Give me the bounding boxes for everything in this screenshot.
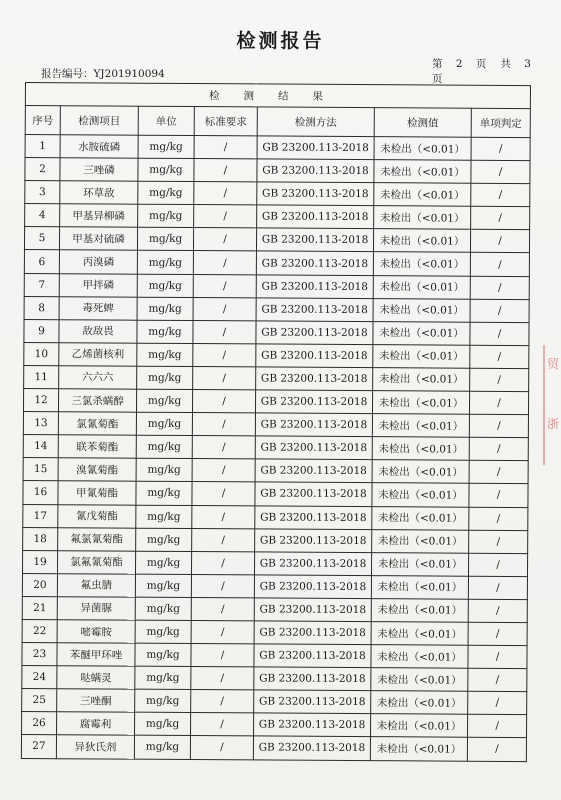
standard-requirement: / [191,620,254,643]
test-item: 六六六 [59,366,137,390]
test-method: GB 23200.113-2018 [256,228,373,252]
test-method: GB 23200.113-2018 [257,136,374,160]
test-method: GB 23200.113-2018 [254,598,371,622]
row-index: 6 [24,250,59,273]
test-method: GB 23200.113-2018 [256,367,373,391]
results-table [21,82,531,762]
test-value: 未检出（<0.01） [374,160,471,184]
test-value: 未检出（<0.01） [372,483,469,507]
table-row [22,666,527,692]
results-band-header: 检测结果 [25,83,530,109]
standard-requirement: / [192,459,255,482]
standard-requirement: / [194,136,257,159]
judgement: / [469,414,528,437]
row-index: 21 [22,596,57,619]
row-index: 5 [24,227,59,250]
test-method: GB 23200.113-2018 [255,436,372,460]
test-method: GB 23200.113-2018 [254,575,371,599]
unit: mg/kg [137,274,193,297]
test-value: 未检出（<0.01） [373,229,470,253]
test-item: 毒死蜱 [59,296,137,320]
test-item: 氰戊菊酯 [58,504,136,528]
row-index: 20 [22,573,57,596]
standard-requirement: / [191,690,254,713]
judgement: / [469,530,528,553]
test-value: 未检出（<0.01） [371,552,468,576]
judgement: / [469,437,528,460]
table-row [22,550,527,576]
test-value: 未检出（<0.01） [372,437,469,461]
standard-requirement: / [192,390,255,413]
judgement: / [468,599,527,622]
test-item: 甲基对硫磷 [59,227,137,251]
row-index: 4 [25,204,60,227]
test-item: 溴氰菊酯 [58,458,136,482]
standard-requirement: / [193,228,256,251]
standard-requirement: / [191,667,254,690]
table-row [25,135,530,161]
row-index: 10 [24,342,59,365]
judgement: / [469,461,528,484]
unit: mg/kg [138,135,194,158]
unit: mg/kg [137,297,193,320]
row-index: 15 [23,458,58,481]
table-row [25,181,530,207]
table-row [23,504,528,530]
table-row [22,573,527,599]
unit: mg/kg [135,551,191,574]
test-method: GB 23200.113-2018 [254,552,371,576]
judgement: / [468,668,527,691]
test-method: GB 23200.113-2018 [255,390,372,414]
row-index: 7 [24,273,59,296]
page-title: 检测报告 [236,30,325,52]
standard-requirement: / [191,644,254,667]
table-row [23,412,528,438]
unit: mg/kg [136,412,192,435]
unit: mg/kg [137,228,193,251]
judgement: / [471,160,530,183]
standard-requirement: / [193,274,256,297]
standard-requirement: / [190,736,253,759]
test-item: 环草敌 [60,181,138,205]
seal-stamp [543,345,561,465]
unit: mg/kg [136,458,192,481]
table-row [24,319,529,345]
unit: mg/kg [137,320,193,343]
test-value: 未检出（<0.01） [372,414,469,438]
table-row [24,250,529,276]
test-method: GB 23200.113-2018 [256,251,373,275]
row-index: 16 [23,481,58,504]
standard-requirement: / [191,574,254,597]
standard-requirement: / [193,366,256,389]
judgement: / [471,207,530,230]
test-value: 未检出（<0.01） [371,622,468,646]
row-index: 18 [23,527,58,550]
report-number: 报告编号：YJ201910094 [41,68,165,80]
test-method: GB 23200.113-2018 [254,621,371,645]
test-item: 氟氯氰菊酯 [58,527,136,551]
col-method-header: 检测方法 [257,107,374,137]
unit: mg/kg [135,666,191,689]
test-value: 未检出（<0.01） [373,321,470,345]
unit: mg/kg [135,620,191,643]
test-method: GB 23200.113-2018 [256,298,373,322]
seal-char: 贸 [547,357,560,371]
test-item: 甲拌磷 [59,273,137,297]
judgement: / [467,738,526,761]
unit: mg/kg [135,713,191,736]
test-item: 氯氰菊酯 [58,412,136,436]
row-index: 27 [21,735,56,758]
unit: mg/kg [136,482,192,505]
test-item: 甲氰菊酯 [58,481,136,505]
table-row [23,527,528,553]
test-value: 未检出（<0.01） [374,137,471,161]
judgement: / [470,345,529,368]
judgement: / [469,484,528,507]
row-index: 26 [22,712,57,735]
test-item: 嘧霉胺 [57,620,135,644]
table-row [23,389,528,415]
table-row [22,689,527,715]
unit: mg/kg [137,366,193,389]
judgement: / [468,715,527,738]
test-item: 氯氟氰菊酯 [57,550,135,574]
row-index: 19 [22,550,57,573]
row-index: 2 [25,158,60,181]
test-value: 未检出（<0.01） [372,391,469,415]
test-item: 苯醚甲环唑 [57,643,135,667]
test-value: 未检出（<0.01） [371,645,468,669]
test-item: 异狄氏剂 [56,735,134,759]
test-value: 未检出（<0.01） [372,460,469,484]
standard-requirement: / [192,413,255,436]
row-index: 12 [23,389,58,412]
row-index: 8 [24,296,59,319]
standard-requirement: / [193,320,256,343]
table-row [24,365,529,391]
table-row [24,296,529,322]
unit: mg/kg [136,435,192,458]
test-method: GB 23200.113-2018 [257,205,374,229]
standard-requirement: / [192,505,255,528]
test-item: 联苯菊酯 [58,435,136,459]
test-value: 未检出（<0.01） [372,506,469,530]
test-method: GB 23200.113-2018 [254,644,371,668]
col-index-header: 序号 [25,106,60,135]
unit: mg/kg [135,574,191,597]
test-value: 未检出（<0.01） [373,298,470,322]
test-method: GB 23200.113-2018 [255,413,372,437]
table-row [24,342,529,368]
judgement: / [470,230,529,253]
test-item: 乙烯菌核利 [59,343,137,367]
test-value: 未检出（<0.01） [371,575,468,599]
test-method: GB 23200.113-2018 [256,274,373,298]
test-value: 未检出（<0.01） [371,714,468,738]
table-row [23,481,528,507]
standard-requirement: / [193,297,256,320]
row-index: 3 [25,181,60,204]
test-value: 未检出（<0.01） [373,275,470,299]
judgement: / [468,691,527,714]
judgement: / [469,391,528,414]
row-index: 25 [22,689,57,712]
row-index: 24 [22,666,57,689]
row-index: 13 [23,412,58,435]
standard-requirement: / [192,482,255,505]
row-index: 1 [25,135,60,158]
row-index: 11 [24,365,59,388]
table-row [23,458,528,484]
unit: mg/kg [137,343,193,366]
test-item: 三唑磷 [60,158,138,182]
col-unit-header: 单位 [138,106,194,135]
judgement: / [469,507,528,530]
standard-requirement: / [193,343,256,366]
table-row [22,596,527,622]
standard-requirement: / [191,713,254,736]
test-item: 异菌脲 [57,597,135,621]
judgement: / [470,299,529,322]
standard-requirement: / [194,205,257,228]
test-method: GB 23200.113-2018 [254,713,371,737]
judgement: / [471,183,530,206]
test-value: 未检出（<0.01） [372,529,469,553]
row-index: 22 [22,619,57,642]
table-row [24,227,529,253]
unit: mg/kg [136,389,192,412]
test-value: 未检出（<0.01） [374,206,471,230]
unit: mg/kg [136,528,192,551]
test-value: 未检出（<0.01） [371,691,468,715]
judgement: / [470,322,529,345]
standard-requirement: / [193,251,256,274]
table-row [24,273,529,299]
unit: mg/kg [138,181,194,204]
test-value: 未检出（<0.01） [371,599,468,623]
test-method: GB 23200.113-2018 [256,321,373,345]
test-method: GB 23200.113-2018 [253,736,370,760]
test-method: GB 23200.113-2018 [256,344,373,368]
table-row [22,712,527,738]
seal-char: 浙 [547,417,560,431]
row-index: 23 [22,643,57,666]
test-item: 水胺硫磷 [60,135,138,159]
test-value: 未检出（<0.01） [373,368,470,392]
standard-requirement: / [194,182,257,205]
unit: mg/kg [138,158,194,181]
unit: mg/kg [138,204,194,227]
test-method: GB 23200.113-2018 [255,459,372,483]
unit: mg/kg [135,689,191,712]
table-row [25,204,530,230]
unit: mg/kg [134,736,190,759]
test-value: 未检出（<0.01） [371,668,468,692]
judgement: / [470,368,529,391]
test-value: 未检出（<0.01） [373,252,470,276]
test-item: 哒螨灵 [57,666,135,690]
standard-requirement: / [192,528,255,551]
judgement: / [468,576,527,599]
test-item: 氟虫腈 [57,573,135,597]
judgement: / [468,553,527,576]
test-item: 丙溴磷 [59,250,137,274]
judgement: / [468,645,527,668]
standard-requirement: / [194,159,257,182]
test-method: GB 23200.113-2018 [255,482,372,506]
test-method: GB 23200.113-2018 [257,182,374,206]
test-method: GB 23200.113-2018 [257,159,374,183]
row-index: 17 [23,504,58,527]
unit: mg/kg [136,505,192,528]
table-row [22,619,527,645]
page-indicator [432,56,561,86]
col-judgement-header: 单项判定 [471,108,530,137]
test-method: GB 23200.113-2018 [255,505,372,529]
page-total: 共 3 页 [432,58,531,85]
unit: mg/kg [135,643,191,666]
row-index: 9 [24,319,59,342]
test-method: GB 23200.113-2018 [255,529,372,553]
col-standard-header: 标准要求 [194,107,257,136]
row-index: 14 [23,435,58,458]
judgement: / [470,253,529,276]
test-value: 未检出（<0.01） [373,344,470,368]
test-item: 甲基异柳磷 [60,204,138,228]
page-current: 第 2 页 [432,58,487,70]
table-row [23,435,528,461]
table-row [21,735,526,761]
unit: mg/kg [135,597,191,620]
judgement: / [470,276,529,299]
test-method: GB 23200.113-2018 [254,667,371,691]
test-item: 三氯杀螨醇 [58,389,136,413]
test-method: GB 23200.113-2018 [254,690,371,714]
col-item-header: 检测项目 [60,106,138,135]
table-row [25,158,530,184]
test-item: 三唑酮 [57,689,135,713]
standard-requirement: / [191,597,254,620]
unit: mg/kg [137,251,193,274]
test-value: 未检出（<0.01） [370,737,467,761]
judgement: / [468,622,527,645]
col-value-header: 检测值 [374,108,471,138]
table-row [22,643,527,669]
test-item: 敌敌畏 [59,319,137,343]
test-value: 未检出（<0.01） [374,183,471,207]
judgement: / [471,137,530,160]
test-item: 腐霉利 [57,712,135,736]
standard-requirement: / [192,436,255,459]
standard-requirement: / [191,551,254,574]
